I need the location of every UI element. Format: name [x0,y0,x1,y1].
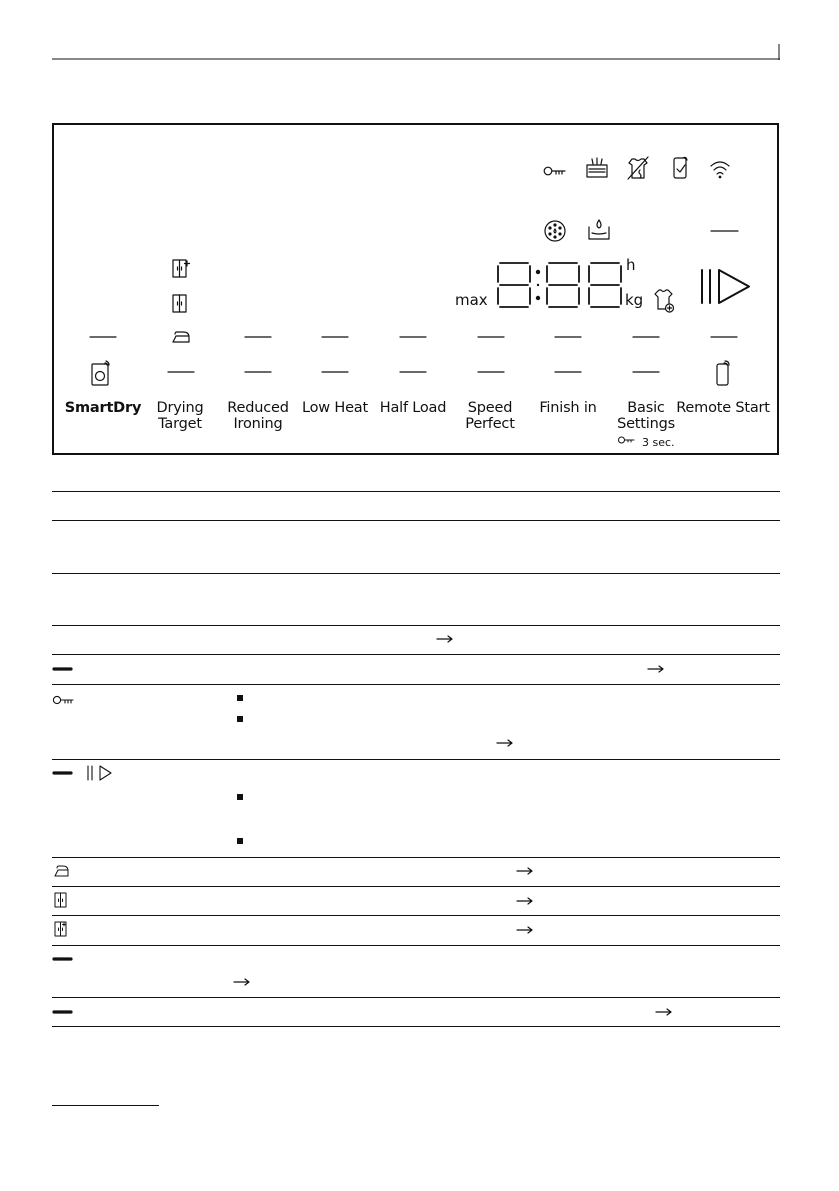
footnote-rule [52,1105,159,1106]
iron-dry-icon [55,866,68,876]
cupboard-dry-plus-icon [55,922,66,936]
arrow-icon [517,868,532,874]
finish-in-label: Finish in [539,400,597,416]
arrow-icon [517,898,532,904]
low-heat-label: Low Heat [302,400,368,416]
arrow-icon [648,666,663,672]
smartdry-label: SmartDry [64,400,142,416]
drying-target-label-2: Target [158,416,202,432]
hours-unit: h [626,256,636,274]
max-label: max [455,291,488,309]
weight-unit: kg [625,291,644,309]
reduced-ironing-label-2: Ironing [233,416,283,432]
list-bullet [237,695,243,844]
speed-perfect-label-1: Speed [467,400,513,416]
reduced-ironing-label-1: Reduced [227,400,289,416]
speed-perfect-label-2: Perfect [465,416,515,432]
arrow-icon [517,927,532,933]
led-dash-icon [54,669,71,1012]
remote-start-label: Remote Start [676,400,770,416]
arrow-icon [234,979,249,985]
half-load-label: Half Load [379,400,447,416]
basic-settings-label-1: Basic [627,400,665,416]
drying-target-label-1: Drying [156,400,204,416]
start-pause-icon [88,766,111,780]
basic-settings-hold-time: 3 sec. [642,436,675,449]
arrow-icon [497,740,512,746]
basic-settings-label-2: Settings [617,416,675,432]
arrow-icon [437,636,452,642]
child-lock-icon [53,696,73,703]
arrow-icon [656,1009,671,1015]
cupboard-dry-icon [55,893,66,907]
